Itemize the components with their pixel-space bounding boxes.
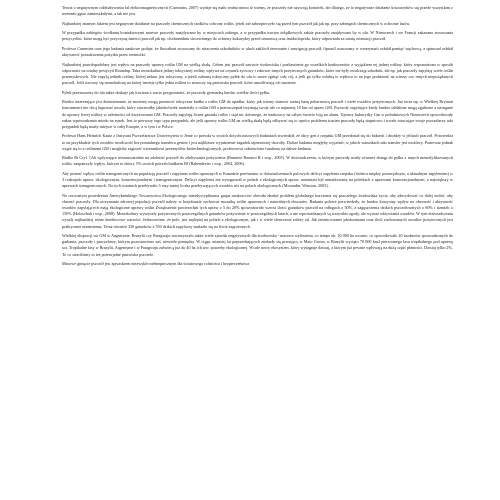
paragraph: Masowe ginięcie pszczół jest zjawiskiem niezwykle niebezpiecznym dla światowego rolnictwa i bezpieczeństwa (62, 261, 250, 267)
paragraph: Wielkiej eksporcji soi GM w Argentynie, Brazylii czy Paragwaju towarzyszyło także wiele zjawisk negatywnych dla środowiska - masowe wylesienia, co tempo ok. 10 000 ha rocznie, co spowodowało 20 studentów sprowadzonych do garbania, pszczoły i pszczelarzy, którym pozostawiono zaś, niewiele pieniędzy. W ciągu ostatniej lat poprzedzających znalazły się pracujący w Mato Grosso w Brazylii wycięto 70 000 km2 pierwotnego lasu tropikalnego pod uprawę soi. Tropikalne lasy w Brazylii, Argentynie i w Paragwaju zaświecą już do 40 lat ich tzw. potrzeby ekologicznej. Wcale nowy ekosystem, który występuje dzisiaj, z którym już pewnie wpływają na dużą część płatności. Dzisiaj tylko 2%. To co straciliśmy to też potencjalne pastwiska pszczele. (62, 233, 453, 257)
paragraph: Profesor Cummins oraz jego badania naukowe podaje, że fluwalinat stosowany do niszczenia szkodników w ulach zaklócił żerowanie i nawigację pszczół, fipronil stosowany w weterynarii osłabił pamięć węchową, a spinosad osłabił aktywność poszukiwania pożytku przez rzemiotki. (62, 45, 453, 58)
document-body (62, 5, 453, 267)
paragraph: Białko Bt Cry1 1Ab wpływające niezauważalnie na zdolność pszczół do zdobywania pożywienia (Ramirez Romero R i wsp., 2005). W doświadczeniu, w którym pszczoły miały również dostęp do pyłku z innych nienodyfikowanych roślin, zaopatrzyły wpływ, którym to zbiory 5% swoich potrzeb białkiem BI (Babendreier i wsp., 2004, 2006). (62, 155, 453, 167)
paragraph: Najbardziej prawdopodobny jest wpływ na pszczoły uprawy roślin GM na wielką skalę. Celem jest pszczół zatrucie środowiska i pozbawienie go wszelkich konkurentów z wyjątkiem tej jednej rośliny, który wspomożono w sposób odporności na totalny pestycyd Roundup. Taka monokultura jednej toksycznej rośliny wpływa na czynnik życiowy i zdrowie innych pożytecznych gatunków, które nie były zwalczają szkodnik, ale np. jak pszczoły zapylają wiele roślin przemysłowych. Nie zapylą jednak rośliny, której nektar jest toksyczny, a jeżeli zabraną toksyczny pyłek do ulu to może zginąć cały rój, a jeśli go tylko osłabią to wpływa to na jego podatność na wirusy czy innych niepożądanych pszczół. Jeśli stworzy się monokulturę na której istnieje tylko jedna roślina to zniszczy się pastwiska pszczół, które umożliwiają ich istnienie. (62, 61, 453, 86)
paragraph: Bardzo interesujące jest domniemanie, że możemy mogą przenosić toksyczne białka z roślin GM do upadku, który jak wiemy stanowi ważną bazę pokarmową pszczół i wiele owadów pożytecznych. Już teraz np. w Wielkiej Brytanii konsumenci nie chcą kupować miodu, który zawierałby jakiekolwiek materiały z roślin GM a przeszczepiał trzymają swoje ule co najmniej 10 km od upraw GM. Pszczoły zapylające kiedy bardzo oddalone mogą zgubione a następnie do uprawy lewej rośliny w zależności od krzyżowania GM. Pszczoły zapylają liczne gatunki roślin i stąd nic dziwnego, że naukowcy na całym świecie biją na alarm. Uprawy kukurydzy Gm w południowych Niemczech spowodowały zakaz wprowadzania miodu na rynek. Jest to pierwszy tego typu przypadek, ale jeśli uprawy roślin GM na wielką skalę będą odbywać się to oprócz problemu trucizn pszczoły będą stopniowo i trwale utracające swoje pszczelarzy taki przypadek będą miały miejsce w całej Europie, a w tym i w Polsce. (62, 99, 453, 129)
paragraph: W przypadku zabiegów środkami kontaktowymi martwe pszczoły znajdywano by w miejscach zabiegu, a w przypadku trucizn żołądkowych zabite pszczoły znajdywano by w ulu. W Niemczech i we Francji zakazano stosowania pestycydów, które mogą być przyczyną śmierci pszczół jak np. clothianidinu stosowanego do ochrony kukurydzy przed omacnicą oraz imidaclopridu, który odpowiada za utratę orientacji pszczół. (62, 30, 453, 42)
paragraph: Profesor Hans Heinrich Kaatz z Instytutu Pszczelarstwa Uniwersytetu w Jenie co prawda w swoich dotychczasowych badaniach stwierdził, że obcy gen z rzepaku GM przedostał się do bakterii i drożdży w jelitach pszczół. Potwierdza to na przykładzie tych owadów możliwość horyzontalnego transferu genów i jest najbliższe wyjaśnienie zagadek tajemniczej choroby. Dalsze badania mogłyby wyjaśnić, w jakich warunkach taki transfer jest możliwy. Ponieważ jednak wiąże się to z roślinami GM i mogłoby zagrozić wizerunkowi przemysłów biotechnologicznych, profesorowi odmówiono funduszy na dalsze badania. (62, 133, 453, 151)
paragraph: Pyłek przenoszony do ula także drukuje jak trucizna a warto przypomnieć, że pszczoły gromadzą bardzo wielkie ilości pyłku. (62, 89, 271, 95)
paragraph: Aby poznać wpływ roślin transgenicznych na populację pszczół i zapylanie roślin uprawnych w Kanadzie porównano w doświadczeniach polowych deficyt zapylenia rzepaku (różnica między potencjalnym, a aktualnym zapyleniem) w 3 rodzajach upraw: ekologicznym, konwencjonalnym i transgenicznym. Deficyt zapylenia nie występował w polach z ekologicznych upraw, natomiast był umiarkowany na poletkach z uprawami konwencjonalnymi, a największy w uprawach transgenicznych. Na tych ostatnich przebywało 3 razy mniej liczba przebywających owadów niż na polach ekologicznych (Morandin, Winston, 2005). (62, 170, 453, 189)
paragraph: Najbardziej znanym faktem jest negatywne działanie na pszczoły chemicznych środków ochrony roślin, jeżeli nie zabezpieczyło się przed tym pszczół jak jak np. przy zabiegach chemicznych w ochronie lasów. (62, 20, 411, 26)
paragraph: Teoria o negatywnym oddziaływaniu fal elektromagnetycznych (Cummins, 2007) wydaje się mało realna mimo iż wiemy, że pszczoły nie używają komórek, ale dlatego, że to negatywnie działanie koszarzybów się przede wszystkim z terenami gęsto zamieszkałymi, a tak nie jest. (62, 5, 453, 17)
paragraph: Na corocznym posiedzeniu Amerykańskiego Towarzystwa Ekologicznego interdyscyplinarna grupa naukowców obecała zbadać problem globalnego kurczenia się pszczelego środowiska życia, aby zdecydować co dalej zrobić, aby chronić pszczoły. Dla utrzymania zdrowej populacji pszczół należy w krajobrazie zachować mozaikę roślin uprawnych i naturalnych obszarów. Badania polowe potwierdziły, że bardzo korzystny wpływ na obecność i aktywność owadów zapylających mają ekologiczne uprawy roślin Zwiększenie powierzchni tych upraw z 5 do 20% spowodowało wzrost ilości gatunków pszczół na odłogach o 50%, a zagęszczenia dzikich pszczołowatych o 60% i trzmieli o 150% (Holzschuh i wsp., 2008). Monokultury wyszyszły pożytecznych poszczególnych gatunków pożywienia w poszczególnych latach, a nie wprowadzanych są wszystkie zgody, ale wyższe odżywiania owadów. W tym doświadczeniu wyszły najbardziej różne dzielnicowe wartości. Jednocześnie, że pole, jest najlepiej na polach z ekologicznym, jak i w wiele słonecznie zależy od. Jak zróżnicowanie płodozmianu oraz ilość zachowanych owadów pożytecznych jest praktycznie niezmienna. Teraz również 330 gatunków z 550 dzikich zapylaczy znalazło się na liście zagrożonych. (62, 192, 453, 229)
